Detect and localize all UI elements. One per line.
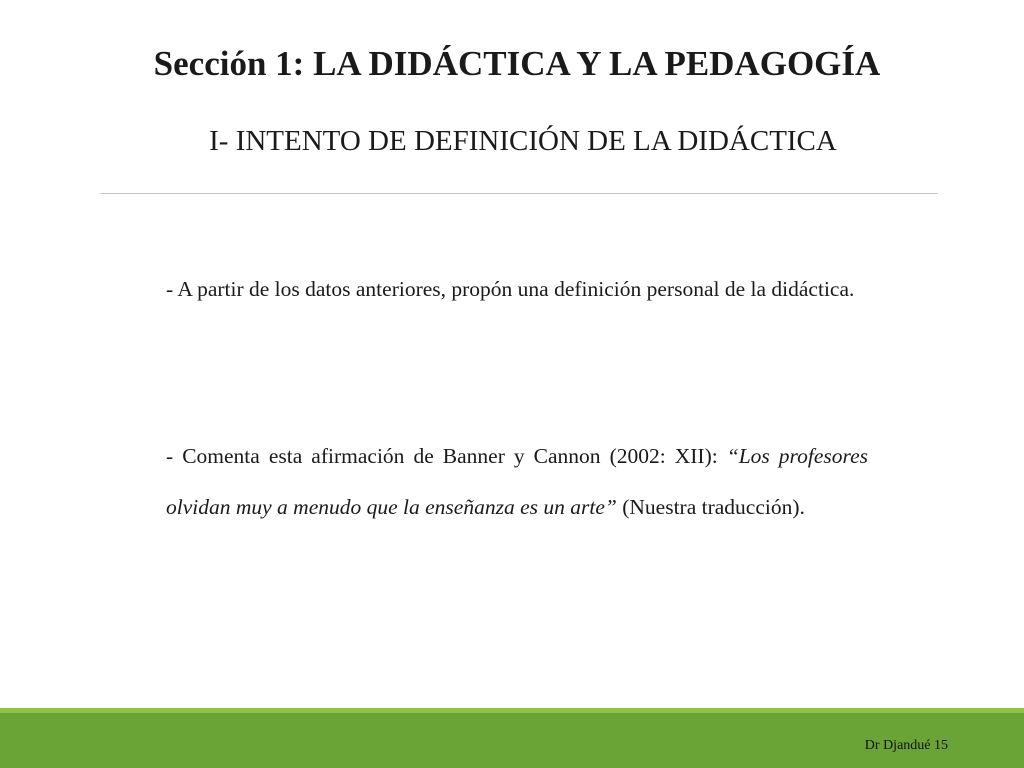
comment-task-intro: - Comenta esta afirmación de Banner y Cannon (2002: XII): bbox=[166, 444, 727, 468]
translation-note: (Nuestra traducción). bbox=[616, 495, 805, 519]
paragraph-comment-task bbox=[166, 431, 868, 533]
paragraph-definition-task: - A partir de los datos anteriores, propón una definición personal de la didáctica. bbox=[166, 277, 855, 301]
slide-title: Sección 1: LA DIDÁCTICA Y LA PEDAGOGÍA bbox=[153, 44, 881, 83]
slide-subtitle: I- INTENTO DE DEFINICIÓN DE LA DIDÁCTICA bbox=[209, 125, 837, 157]
title-divider bbox=[100, 193, 938, 194]
footer-author-page: Dr Djandué 15 bbox=[864, 738, 948, 753]
banner-cannon-quote: “Los profesores olvidan muy a menudo que la enseñanza es un arte” bbox=[166, 444, 868, 519]
